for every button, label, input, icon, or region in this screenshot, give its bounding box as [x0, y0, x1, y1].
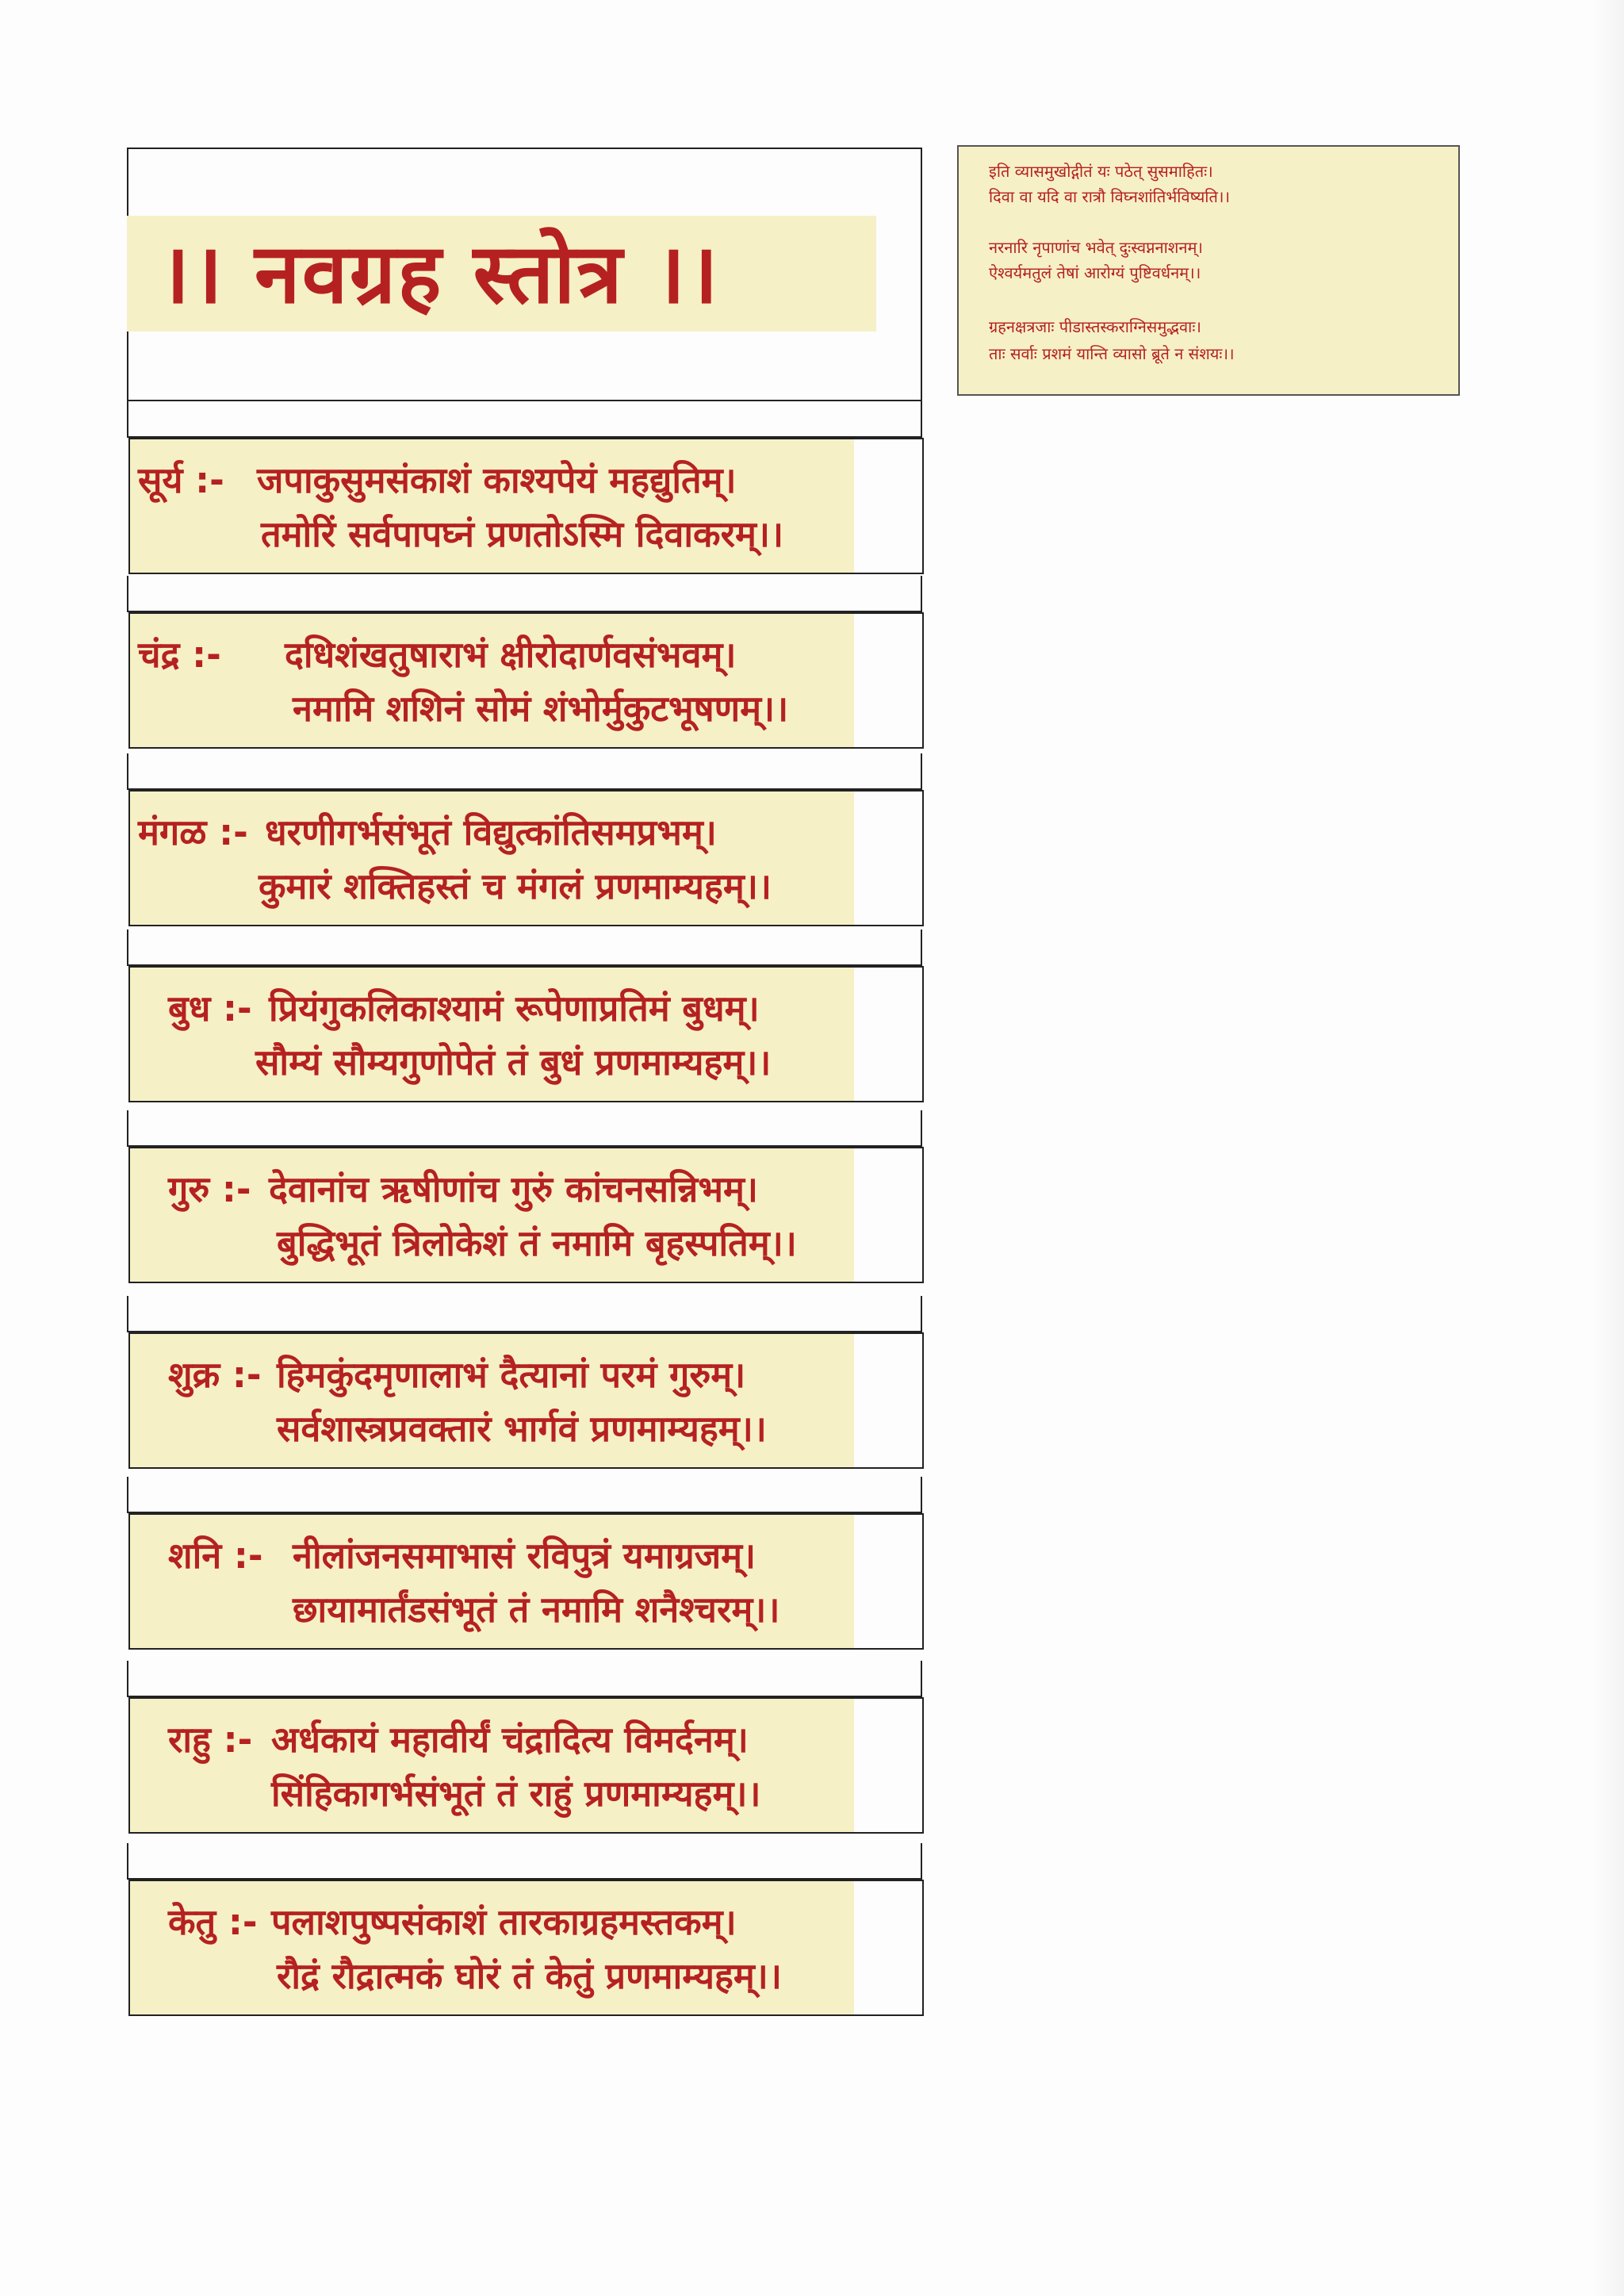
verse-line-2: तमोरिं सर्वपापघ्नं प्रणतोऽस्मि दिवाकरम्।। — [261, 513, 784, 555]
phalashruti-line: ताः सर्वाः प्रशमं यान्ति व्यासो ब्रूते न संशयः।। — [989, 344, 1235, 363]
verse-name: चंद्र :- — [138, 634, 221, 676]
verse-line-2: नमामि शशिनं सोमं शंभोर्मुकुटभूषणम्।। — [293, 688, 789, 730]
verse-line-1: धरणीगर्भसंभूतं विद्युत्कांतिसमप्रभम्। — [265, 811, 717, 853]
phalashruti-line: ग्रहनक्षत्रजाः पीडास्तस्कराग्निसमुद्भवाः। — [989, 317, 1201, 336]
spacer-row — [127, 1843, 922, 1880]
spacer-row — [127, 576, 922, 612]
verse-line-2: सौम्यं सौम्यगुणोपेतं तं बुधं प्रणमाम्यहम्।। — [255, 1041, 772, 1083]
verse-mangal — [128, 790, 924, 926]
verse-name: गुरु :- — [168, 1168, 251, 1210]
verse-line-2: कुमारं शक्तिहस्तं च मंगलं प्रणमाम्यहम्।। — [259, 865, 772, 907]
verse-line-1: पलाशपुष्पसंकाशं तारकाग्रहमस्तकम्। — [271, 1901, 737, 1943]
verse-shukra — [128, 1332, 924, 1469]
phalashruti-line: ऐश्वर्यमतुलं तेषां आरोग्यं पुष्टिवर्धनम्।। — [989, 263, 1201, 282]
verse-line-1: नीलांजनसमाभासं रविपुत्रं यमाग्रजम्। — [293, 1535, 756, 1577]
verse-rahu — [128, 1697, 924, 1834]
phalashruti-panel — [957, 145, 1460, 396]
verse-name: शुक्र :- — [168, 1354, 262, 1396]
spacer-row — [127, 930, 922, 966]
page-title: ।। नवग्रह स्तोत्र ।। — [159, 225, 720, 322]
verse-name: सूर्य :- — [138, 459, 224, 501]
verse-name: राहु :- — [168, 1719, 253, 1761]
verse-name: बुध :- — [168, 987, 252, 1029]
verse-line-1: हिमकुंदमृणालाभं दैत्यानां परमं गुरुम्। — [277, 1354, 746, 1396]
spacer-row — [127, 1296, 922, 1332]
verse-line-1: अर्धकायं महावीर्यं चंद्रादित्य विमर्दनम्। — [271, 1719, 749, 1761]
verse-budh — [128, 966, 924, 1102]
verse-line-2: छायामार्तंडसंभूतं तं नमामि शनैश्चरम्।। — [293, 1589, 780, 1631]
verse-line-1: दधिशंखतुषाराभं क्षीरोदार्णवसंभवम्। — [285, 634, 737, 676]
spacer-row — [127, 753, 922, 790]
verse-surya — [128, 438, 924, 574]
verse-guru — [128, 1147, 924, 1283]
verse-ketu — [128, 1880, 924, 2016]
verse-chandra — [128, 612, 924, 749]
verse-shani — [128, 1513, 924, 1650]
verse-line-2: बुद्धिभूतं त्रिलोकेशं तं नमामि बृहस्पतिम्।। — [277, 1222, 797, 1264]
verse-line-2: सिंहिकागर्भसंभूतं तं राहुं प्रणमाम्यहम्।। — [271, 1773, 761, 1815]
phalashruti-line: नरनारि नृपाणांच भवेत् दुःस्वप्ननाशनम्। — [989, 238, 1204, 257]
phalashruti-line: इति व्यासमुखोद्गीतं यः पठेत् सुसमाहितः। — [989, 162, 1213, 181]
spacer-row — [127, 1110, 922, 1147]
verse-line-2: सर्वशास्त्रप्रवक्तारं भार्गवं प्रणमाम्यहम्।। — [277, 1408, 767, 1450]
verse-name: शनि :- — [168, 1535, 263, 1577]
verse-name: मंगळ :- — [138, 811, 248, 853]
spacer-row — [127, 1477, 922, 1513]
verse-name: केतु :- — [168, 1901, 258, 1943]
verse-line-1: जपाकुसुमसंकाशं काश्यपेयं महद्युतिम्। — [257, 459, 737, 501]
verse-line-1: देवानांच ऋषीणांच गुरुं कांचनसन्निभम्। — [269, 1168, 758, 1210]
spacer-row — [127, 401, 922, 438]
phalashruti-line: दिवा वा यदि वा रात्रौ विघ्नशांतिर्भविष्यति।। — [989, 187, 1231, 206]
verse-line-1: प्रियंगुकलिकाश्यामं रूपेणाप्रतिमं बुधम्। — [269, 987, 760, 1029]
verse-line-2: रौद्रं रौद्रात्मकं घोरं तं केतुं प्रणमाम्यहम्।। — [277, 1955, 782, 1997]
page-edge — [1592, 0, 1624, 2296]
spacer-row — [127, 1661, 922, 1697]
